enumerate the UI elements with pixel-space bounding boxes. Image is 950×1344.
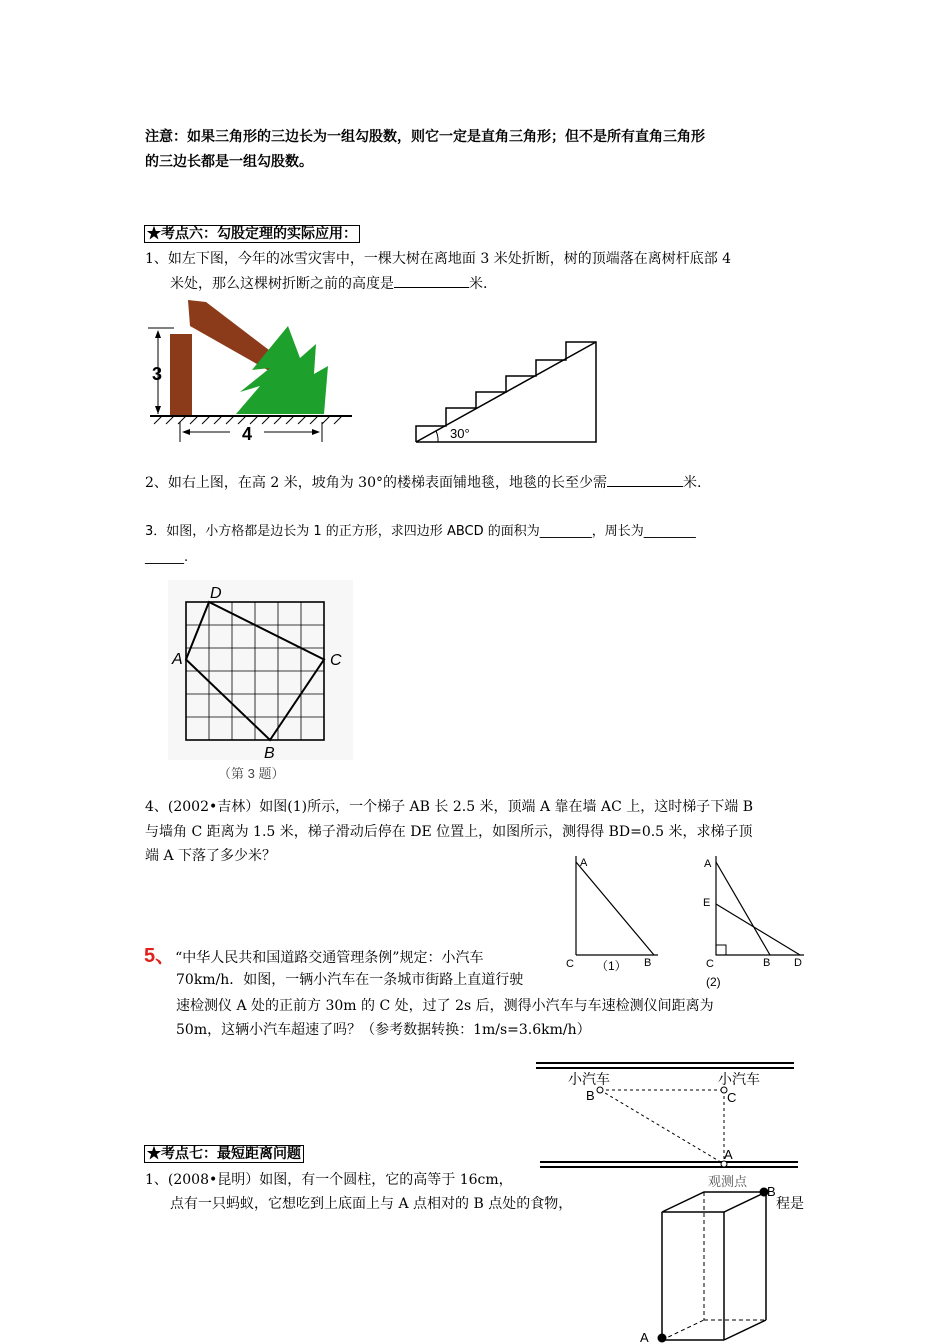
broken-tree-figure — [140, 296, 360, 446]
section-7-heading — [144, 1144, 304, 1164]
road-car-left: 小汽车 — [568, 1071, 610, 1087]
q2-answer-blank — [607, 472, 683, 487]
prism-figure — [636, 1180, 778, 1344]
ladder1-caption: （1） — [596, 959, 627, 973]
q2-line — [145, 472, 701, 493]
grid-label-a: A — [172, 651, 183, 668]
q1-line-2 — [170, 273, 487, 294]
q7-1-line-2-tail: 程是 — [776, 1196, 804, 1212]
ladder2-label-d: D — [794, 957, 802, 969]
prism-point-a — [658, 1334, 667, 1343]
prism-label-a: A — [640, 1330, 649, 1344]
ground-hatch — [154, 416, 342, 424]
q2-text-post: 米. — [682, 475, 702, 491]
q4-line-1: 4、(2002•吉林）如图(1)所示，一个梯子 AB 长 2.5 米，顶端 A 靠在墙 AC 上，这时梯子下端 B — [145, 799, 754, 815]
ladder-ab — [576, 862, 654, 955]
q5-text-1: “中华人民共和国道路交通管理条例”规定：小汽车 — [175, 950, 484, 966]
q1-text-post: 米. — [469, 276, 488, 292]
q1-line-1: 1、如左下图，今年的冰雪灾害中，一棵大树在离地面 3 米处折断，树的顶端落在离树杆底部 4 — [145, 251, 732, 267]
section-7-title: ★考点七：最短距离问题 — [144, 1145, 304, 1163]
road-label-a: A — [724, 1147, 733, 1162]
road-detector-label: 观测点 — [708, 1174, 748, 1188]
ladder2-caption: (2) — [706, 975, 721, 989]
prism-label-b: B — [767, 1184, 776, 1199]
ladder-de-position — [716, 904, 800, 955]
q3-line-2: ______. — [145, 550, 189, 565]
grid-label-c: C — [330, 652, 342, 669]
ladder2-label-b: B — [763, 957, 771, 969]
q5-line-4: 50m，这辆小汽车超速了吗？（参考数据转换：1m/s=3.6km/h） — [176, 1022, 591, 1038]
grid-label-d: D — [210, 585, 222, 602]
tree-trunk — [170, 334, 192, 416]
q3-line-1: 3．如图，小方格都是边长为 1 的正方形，求四边形 ABCD 的面积为________，周长为________ — [145, 524, 696, 539]
tree-height-label: 3 — [152, 364, 163, 384]
note-line-1: 注意：如果三角形的三边长为一组勾股数，则它一定是直角三角形；但不是所有直角三角形 — [145, 129, 705, 145]
stairs-figure — [410, 334, 605, 449]
q2-text-pre: 2、如右上图，在高 2 米，坡角为 30°的楼梯表面铺地毯，地毯的长至少需 — [145, 475, 607, 491]
q5-line-2: 70km/h．如图，一辆小汽车在一条城市街路上直道行驶 — [176, 972, 524, 988]
note-line-2: 的三边长都是一组勾股数。 — [145, 154, 313, 170]
road-figure — [532, 1056, 802, 1188]
q5-number: 5、 — [144, 945, 176, 967]
q1-answer-blank — [394, 273, 469, 288]
road-label-b: B — [586, 1088, 595, 1103]
q5-line-1 — [144, 943, 483, 971]
grid-quadrilateral-figure — [168, 580, 353, 785]
q4-line-3: 端 A 下落了多少米？ — [145, 848, 277, 864]
ladder2-label-e: E — [703, 897, 711, 909]
q7-1-line-1: 1、(2008•昆明）如图，有一个圆柱，它的高等于 16cm， — [145, 1172, 513, 1188]
ladder-figure-2 — [700, 852, 810, 992]
section-6-heading — [144, 224, 360, 244]
stairs-slope — [416, 342, 596, 442]
section-6-title: ★考点六：勾股定理的实际应用： — [144, 225, 360, 243]
q4-line-2: 与墙角 C 距离为 1.5 米，梯子滑动后停在 DE 位置上，如图所示，测得得 BD=0.5 米，求梯子顶 — [145, 824, 753, 840]
ladder1-label-c: C — [566, 958, 574, 970]
stairs-angle-label: 30° — [450, 426, 470, 441]
road-car-right: 小汽车 — [718, 1071, 760, 1087]
ladder-figure-1 — [562, 852, 672, 980]
grid-label-b: B — [264, 745, 275, 762]
ladder1-label-a: A — [580, 857, 588, 869]
tree-distance-label: 4 — [242, 424, 253, 444]
ladder1-label-b: B — [644, 957, 652, 969]
ladder2-label-c: C — [706, 958, 714, 970]
q5-line-3: 速检测仪 A 处的正前方 30m 的 C 处，过了 2s 后，测得小汽车与车速检测仪间距离为 — [176, 998, 714, 1014]
road-label-c: C — [727, 1090, 737, 1105]
q1-text-pre: 米处，那么这棵树折断之前的高度是 — [170, 276, 394, 292]
ladder2-label-a: A — [704, 858, 712, 870]
q7-1-line-2: 点有一只蚂蚁，它想吃到上底面上与 A 点相对的 B 点处的食物， — [170, 1196, 573, 1212]
grid-caption: （第 3 题） — [218, 766, 285, 781]
